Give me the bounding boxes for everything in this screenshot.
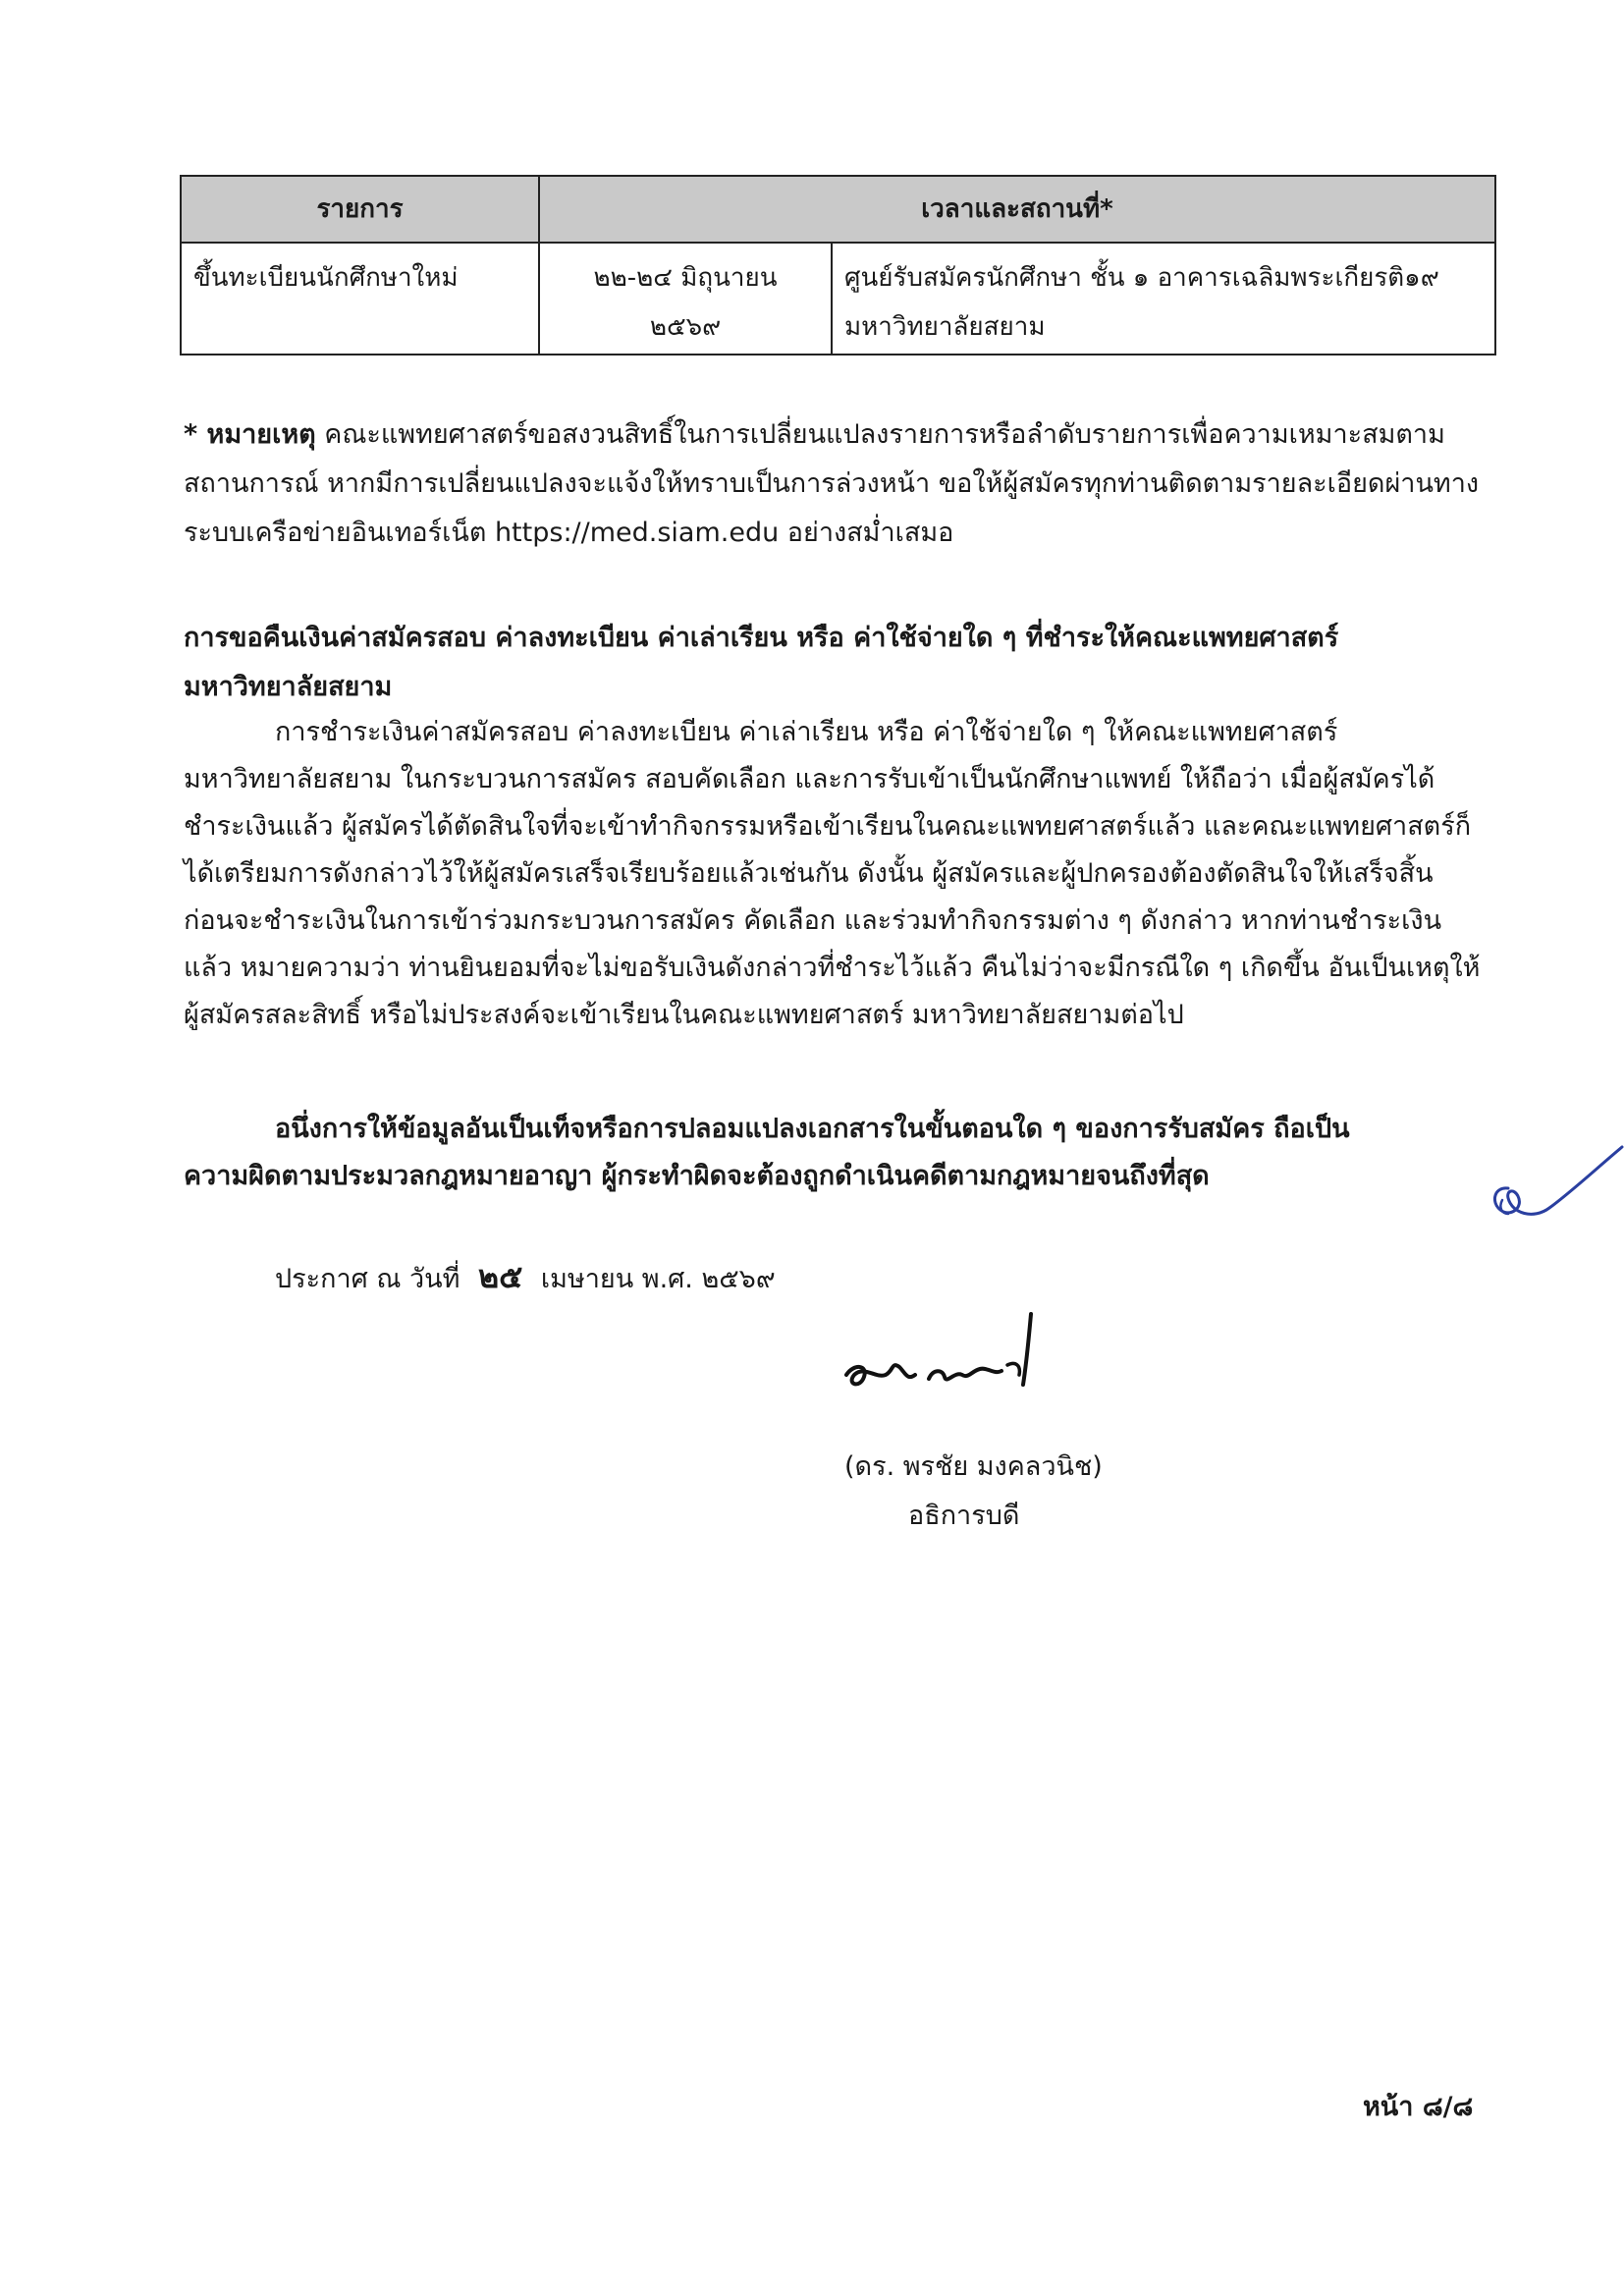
- refund-heading-line-2: มหาวิทยาลัยสยาม: [184, 672, 393, 702]
- refund-line-6: แล้ว หมายความว่า ท่านยินยอมที่จะไม่ขอรับเงินดังกล่าวที่ชำระไว้แล้ว คืนไม่ว่าจะมีกรณีใด ๆ เกิดขึ้น อันเป็นเหตุให้: [184, 953, 1481, 983]
- table-header-row: [181, 176, 1495, 243]
- announce-suffix: เมษายน พ.ศ. ๒๕๖๙: [540, 1264, 776, 1294]
- cell-date-line-2: ๒๕๖๙: [649, 312, 722, 342]
- refund-line-3: ชำระเงินแล้ว ผู้สมัครได้ตัดสินใจที่จะเข้าทำกิจกรรมหรือเข้าเรียนในคณะแพทยศาสตร์แล้ว และคณะแพทยศาสตร์ก็: [184, 811, 1472, 842]
- note-line-2: สถานการณ์ หากมีการเปลี่ยนแปลงจะแจ้งให้ทราบเป็นการล่วงหน้า ขอให้ผู้สมัครทุกท่านติดตามรายละเอียดผ่านทาง: [184, 468, 1480, 499]
- handwritten-initial-mark: [1473, 1129, 1624, 1237]
- warning-line-1: อนึ่งการให้ข้อมูลอันเป็นเท็จหรือการปลอมแปลงเอกสารในขั้นตอนใด ๆ ของการรับสมัคร ถือเป็น: [275, 1114, 1350, 1144]
- refund-line-2: มหาวิทยาลัยสยาม ในกระบวนการสมัคร สอบคัดเลือก และการรับเข้าเป็นนักศึกษาแพทย์ ให้ถือว่า เมื่อผู้สมัครได้: [184, 764, 1435, 794]
- refund-line-4: ได้เตรียมการดังกล่าวไว้ให้ผู้สมัครเสร็จเรียบร้อยแล้วเช่นกัน ดังนั้น ผู้สมัครและผู้ปกครองต้องตัดสินใจให้เสร็จสิ้น: [184, 858, 1434, 889]
- cell-place-line-1: ศูนย์รับสมัครนักศึกษา ชั้น ๑ อาคารเฉลิมพระเกียรติ๑๙: [844, 263, 1439, 293]
- cell-date-line-1: ๒๒-๒๔ มิถุนายน: [593, 263, 778, 293]
- note-line-1: [184, 411, 1445, 459]
- refund-line-1: การชำระเงินค่าสมัครสอบ ค่าลงทะเบียน ค่าเล่าเรียน หรือ ค่าใช้จ่ายใด ๆ ให้คณะแพทยศาสตร์: [275, 717, 1338, 747]
- header-item: รายการ: [181, 176, 539, 243]
- cell-place-line-2: มหาวิทยาลัยสยาม: [844, 312, 1046, 342]
- table-row: [181, 243, 1495, 355]
- header-time-place: เวลาและสถานที่*: [539, 176, 1495, 243]
- signer-title: อธิการบดี: [908, 1501, 1020, 1531]
- cell-item: ขึ้นทะเบียนนักศึกษาใหม่: [181, 243, 539, 355]
- warning-line-2: ความผิดตามประมวลกฎหมายอาญา ผู้กระทำผิดจะต้องถูกดำเนินคดีตามกฎหมายจนถึงที่สุด: [184, 1161, 1210, 1191]
- announce-prefix: ประกาศ ณ วันที่: [275, 1264, 460, 1294]
- note-text-1: คณะแพทยศาสตร์ขอสงวนสิทธิ์ในการเปลี่ยนแปลงรายการหรือลำดับรายการเพื่อความเหมาะสมตาม: [315, 419, 1445, 450]
- cell-place: [832, 243, 1495, 355]
- announce-line: [275, 1253, 776, 1303]
- note-lead: * หมายเหตุ: [184, 419, 316, 450]
- page-number: หน้า ๘/๘: [1363, 2092, 1474, 2122]
- refund-heading-line-1: การขอคืนเงินค่าสมัครสอบ ค่าลงทะเบียน ค่าเล่าเรียน หรือ ค่าใช้จ่ายใด ๆ ที่ชำระให้คณะแพทยศาสตร์: [184, 623, 1339, 653]
- cell-date: [539, 243, 832, 355]
- refund-line-7: ผู้สมัครสละสิทธิ์ หรือไม่ประสงค์จะเข้าเรียนในคณะแพทยศาสตร์ มหาวิทยาลัยสยามต่อไป: [184, 1000, 1184, 1030]
- refund-line-5: ก่อนจะชำระเงินในการเข้าร่วมกระบวนการสมัคร คัดเลือก และร่วมทำกิจกรรมต่าง ๆ ดังกล่าว หากท่านชำระเงิน: [184, 905, 1442, 936]
- schedule-table: [180, 175, 1496, 355]
- signature-drawing: [835, 1306, 1070, 1414]
- announce-day: ๒๕: [478, 1258, 523, 1295]
- note-line-3: ระบบเครือข่ายอินเทอร์เน็ต https://med.siam.edu อย่างสม่ำเสมอ: [184, 518, 954, 548]
- signer-name: (ดร. พรชัย มงคลวนิช): [844, 1451, 1103, 1482]
